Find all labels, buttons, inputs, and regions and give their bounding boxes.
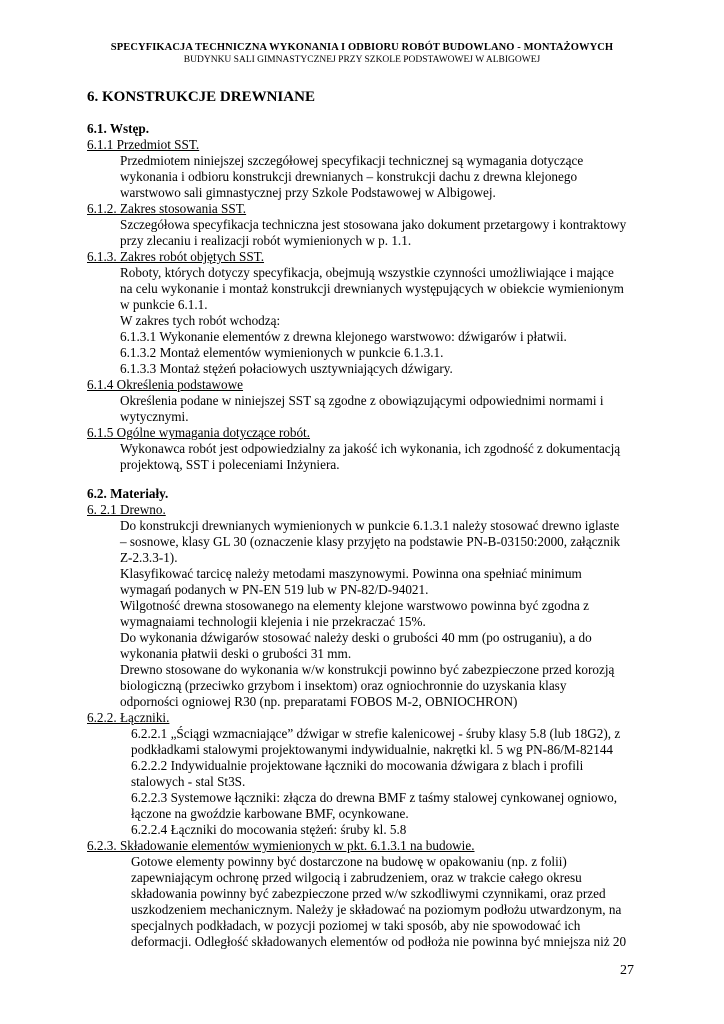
text-line: Wykonawca robót jest odpowiedzialny za jakość ich wykonania, ich zgodność z dokumentacją — [120, 441, 621, 456]
document-header-subtitle: BUDYNKU SALI GIMNASTYCZNEJ PRZY SZKOLE PODSTAWOWEJ W ALBIGOWEJ — [183, 55, 541, 65]
text-line: Przedmiotem niniejszej szczegółowej specyfikacji technicznej są wymagania dotyczące — [120, 153, 584, 168]
text-line: 6.1.3.2 Montaż elementów wymienionych w punkcie 6.1.3.1. — [120, 345, 444, 360]
text-line: stalowych - stal St3S. — [131, 774, 246, 789]
text-line: Klasyfikować tarcicę należy metodami maszynowymi. Powinna ona spełniać minimum — [120, 566, 582, 581]
text-line: Do wykonania dźwigarów stosować należy deski o grubości 40 mm (po ostruganiu), a do — [120, 630, 592, 645]
text-line: Określenia podane w niniejszej SST są zgodne z obowiązującymi odpowiednimi normami i — [120, 393, 604, 408]
text-line: podkładkami stalowymi projektowanymi indywidualnie, nakrętki kl. 5 wg PN-86/M-82144 — [131, 742, 614, 757]
text-line: 6.2.2.4 Łączniki do mocowania stężeń: śruby kl. 5.8 — [131, 822, 407, 837]
text-line: 6.2.2.3 Systemowe łączniki: złącza do drewna BMF z taśmy stalowej cynkowanej ogniowo, — [131, 790, 617, 805]
text-line: na celu wykonanie i montaż konstrukcji drewnianych występujących w obiekcie wymienionym — [120, 281, 624, 296]
subsection-heading: 6.2.2. Łączniki. — [87, 710, 170, 725]
text-line: odporności ogniowej R30 (np. preparatami FOBOS M-2, OBNIOCHRON) — [120, 694, 518, 709]
subsection-heading: 6.1.3. Zakres robót objętych SST. — [87, 249, 265, 264]
page-number: 27 — [620, 963, 634, 978]
text-line: Gotowe elementy powinny być dostarczone na budowę w opakowaniu (np. z folii) — [131, 854, 567, 869]
subsection-heading: 6.2.3. Składowanie elementów wymienionych w pkt. 6.1.3.1 na budowie. — [87, 838, 475, 853]
text-line: składowania powinny być zabezpieczone przed w/w szkodliwymi czynnikami, oraz przed — [131, 886, 606, 901]
section-heading: 6.2. Materiały. — [87, 486, 169, 501]
text-line: 6.2.2.1 „Ściągi wzmacniające” dźwigar w strefie kalenicowej - śruby klasy 5.8 (lub 18G2), z — [131, 726, 621, 741]
text-line: wymagnaiami technologii klejenia i nie przekraczać 15%. — [120, 614, 426, 629]
text-line: specjalnych podkładach, w pozycji poziomej w taki sposób, aby nie spowodować ich — [131, 918, 581, 933]
subsection-heading: 6.1.2. Zakres stosowania SST. — [87, 201, 247, 216]
text-line: Z-2.3.3-1). — [120, 550, 178, 565]
subsection-heading: 6.1.5 Ogólne wymagania dotyczące robót. — [87, 425, 311, 440]
chapter-title: 6. KONSTRUKCJE DREWNIANE — [87, 89, 315, 105]
text-line: Wilgotność drewna stosowanego na elementy klejone warstwowo powinna być zgodna z — [120, 598, 589, 613]
text-line: uszkodzeniem mechanicznym. Należy je składować na poziomym podłożu utwardzonym, na — [131, 902, 622, 917]
document-header-title: SPECYFIKACJA TECHNICZNA WYKONANIA I ODBIORU ROBÓT BUDOWLANO - MONTAŻOWYCH — [110, 42, 614, 53]
text-line: łączone na gwoździe karbowane BMF, ocynkowane. — [131, 806, 409, 821]
text-line: 6.1.3.1 Wykonanie elementów z drewna klejonego warstwowo: dźwigarów i płatwii. — [120, 329, 567, 344]
text-line: Drewno stosowane do wykonania w/w konstrukcji powinno być zabezpieczone przed korozją — [120, 662, 615, 677]
subsection-heading: 6.1.4 Określenia podstawowe — [87, 377, 244, 392]
section-heading: 6.1. Wstęp. — [87, 121, 150, 136]
subsection-heading: 6.1.1 Przedmiot SST. — [87, 137, 200, 152]
text-line: Szczegółowa specyfikacja techniczna jest stosowana jako dokument przetargowy i kontraktowy — [120, 217, 627, 232]
text-line: 6.1.3.3 Montaż stężeń połaciowych usztywniających dźwigary. — [120, 361, 453, 376]
text-line: warstwowo sali gimnastycznej przy Szkole Podstawowej w Albigowej. — [120, 185, 496, 200]
text-line: przy zlecaniu i realizacji robót wymienionych w p. 1.1. — [120, 233, 412, 248]
text-line: wymagań podanych w PN-EN 519 lub w PN-82/D-94021. — [120, 582, 429, 597]
text-line: projektową, SST i poleceniami Inżyniera. — [120, 457, 340, 472]
text-line: deformacji. Odległość składowanych elementów od podłoża nie powinna być mniejsza niż 20 — [131, 934, 627, 949]
text-line: wytycznymi. — [120, 409, 189, 424]
text-line: Roboty, których dotyczy specyfikacja, obejmują wszystkie czynności umożliwiające i mające — [120, 265, 614, 280]
text-line: Do konstrukcji drewnianych wymienionych w punkcie 6.1.3.1 należy stosować drewno iglaste — [120, 518, 620, 533]
subsection-heading: 6. 2.1 Drewno. — [87, 502, 166, 517]
text-line: zapewniającym ochronę przed wilgocią i zabrudzeniem, oraz w trakcie całego okresu — [131, 870, 582, 885]
text-line: biologiczną (przeciwko grzybom i insektom) oraz ogniochronnie do uzyskania klasy — [120, 678, 567, 693]
text-line: w punkcie 6.1.1. — [120, 297, 208, 312]
text-line: wykonania i odbioru konstrukcji drewnianych – konstrukcji dachu z drewna klejonego — [120, 169, 578, 184]
text-line: wykonania płatwii deski o grubości 31 mm. — [120, 646, 352, 661]
text-line: 6.2.2.2 Indywidualnie projektowane łączniki do mocowania dźwigara z blach i profili — [131, 758, 584, 773]
text-line: W zakres tych robót wchodzą: — [120, 313, 281, 328]
text-line: – sosnowe, klasy GL 30 (oznaczenie klasy przyjęto na podstawie PN-B-03150:2000, załącznik — [120, 534, 621, 549]
